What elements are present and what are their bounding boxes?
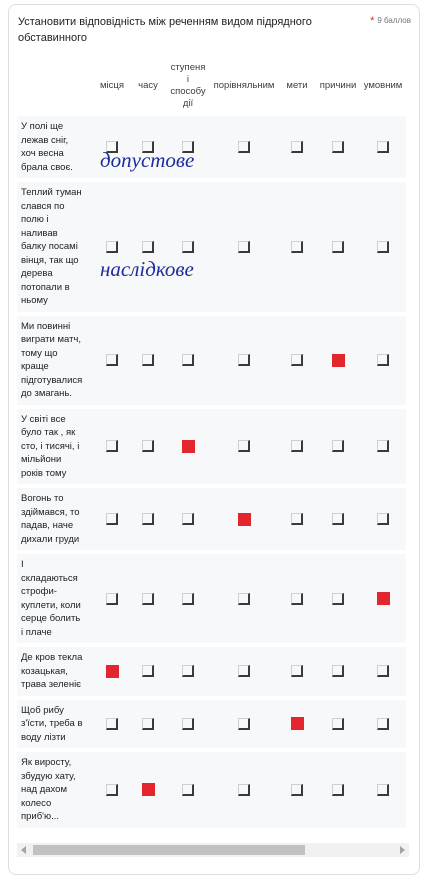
grid-checkbox[interactable] bbox=[377, 513, 389, 525]
grid-body bbox=[17, 116, 406, 828]
grid-checkbox[interactable] bbox=[377, 784, 389, 796]
grid-checkbox[interactable] bbox=[238, 513, 251, 526]
points-label bbox=[370, 15, 411, 27]
grid-checkbox[interactable] bbox=[377, 440, 389, 452]
grid-row bbox=[17, 316, 406, 405]
grid-checkbox[interactable] bbox=[291, 354, 303, 366]
grid-checkbox[interactable] bbox=[106, 593, 118, 605]
column-header-label: умовним bbox=[363, 80, 403, 91]
grid-checkbox[interactable] bbox=[142, 665, 154, 677]
grid-checkbox[interactable] bbox=[332, 665, 344, 677]
grid-checkbox[interactable] bbox=[238, 593, 250, 605]
question-title: Установити відповідність між реченням видом підрядного обставинного bbox=[18, 16, 312, 44]
grid-checkbox[interactable] bbox=[182, 665, 194, 677]
row-label: Ми повинні виграти матч, тому що краще підготувалися до змагань. bbox=[21, 320, 83, 399]
grid-row bbox=[17, 409, 406, 485]
grid-checkbox[interactable] bbox=[142, 440, 154, 452]
grid-checkbox[interactable] bbox=[377, 665, 389, 677]
grid-checkbox[interactable] bbox=[238, 440, 250, 452]
grid-checkbox[interactable] bbox=[106, 440, 118, 452]
row-label: У полі ще лежав сніг, хоч весна брала своє. bbox=[21, 121, 73, 173]
grid-checkbox[interactable] bbox=[238, 354, 250, 366]
grid-checkbox[interactable] bbox=[106, 241, 118, 253]
grid-checkbox[interactable] bbox=[238, 784, 250, 796]
grid-checkbox[interactable] bbox=[332, 440, 344, 452]
grid-row bbox=[17, 488, 406, 550]
grid-checkbox[interactable] bbox=[377, 592, 390, 605]
row-label: Де кров текла козацькая, трава зеленіє bbox=[21, 652, 83, 690]
grid-checkbox[interactable] bbox=[332, 513, 344, 525]
row-label: І складаються строфи- куплети, коли серце болить і плаче bbox=[21, 559, 81, 638]
grid-checkbox[interactable] bbox=[238, 718, 250, 730]
grid-checkbox[interactable] bbox=[377, 241, 389, 253]
grid-checkbox[interactable] bbox=[332, 141, 344, 153]
handwritten-note: наслідкове bbox=[100, 257, 194, 281]
grid-checkbox[interactable] bbox=[238, 241, 250, 253]
grid-checkbox[interactable] bbox=[106, 665, 119, 678]
required-mark: * bbox=[370, 15, 375, 27]
scrollbar-thumb[interactable] bbox=[33, 845, 305, 855]
grid-checkbox[interactable] bbox=[377, 141, 389, 153]
grid-checkbox[interactable] bbox=[142, 783, 155, 796]
grid-row bbox=[17, 116, 406, 178]
column-header-label: часу bbox=[138, 80, 158, 91]
grid-checkbox[interactable] bbox=[142, 241, 154, 253]
row-label: Вогонь то здіймався, то падав, наче дихали груди bbox=[21, 493, 80, 545]
grid-row bbox=[17, 647, 406, 696]
grid-checkbox[interactable] bbox=[142, 513, 154, 525]
grid-checkbox[interactable] bbox=[106, 784, 118, 796]
scroll-right-arrow-icon[interactable] bbox=[400, 846, 405, 854]
grid-checkbox[interactable] bbox=[332, 354, 345, 367]
grid-checkbox[interactable] bbox=[377, 718, 389, 730]
row-label: Теплий туман слався по полю і наливав балку посамі вінця, так що дерева потопали в ньому bbox=[21, 187, 82, 306]
grid-checkbox[interactable] bbox=[291, 665, 303, 677]
scroll-left-arrow-icon[interactable] bbox=[21, 846, 26, 854]
grid-header-row bbox=[17, 60, 406, 112]
checkbox-grid bbox=[17, 60, 406, 836]
row-label: Щоб рибу з'їсти, треба в воду лізти bbox=[21, 704, 83, 743]
grid-checkbox[interactable] bbox=[182, 593, 194, 605]
grid-row bbox=[17, 554, 406, 643]
column-header-label: мети bbox=[286, 80, 308, 91]
grid-checkbox[interactable] bbox=[182, 241, 194, 253]
grid-checkbox[interactable] bbox=[291, 784, 303, 796]
grid-checkbox[interactable] bbox=[182, 513, 194, 525]
grid-checkbox[interactable] bbox=[332, 593, 344, 605]
horizontal-scrollbar[interactable] bbox=[17, 843, 409, 857]
grid-checkbox[interactable] bbox=[182, 440, 195, 453]
points-value: 9 баллов bbox=[377, 16, 411, 25]
grid-checkbox[interactable] bbox=[291, 141, 303, 153]
grid-checkbox[interactable] bbox=[142, 718, 154, 730]
grid-checkbox[interactable] bbox=[332, 718, 344, 730]
grid-row bbox=[17, 182, 406, 312]
grid-checkbox[interactable] bbox=[182, 354, 194, 366]
grid-checkbox[interactable] bbox=[291, 717, 304, 730]
column-header-label: місця bbox=[100, 80, 124, 91]
grid-row bbox=[17, 752, 406, 828]
grid-checkbox[interactable] bbox=[182, 718, 194, 730]
row-label: У світі все було так , як сто, і тисячі, і мільйони років тому bbox=[21, 413, 80, 479]
grid-checkbox[interactable] bbox=[142, 593, 154, 605]
grid-checkbox[interactable] bbox=[291, 241, 303, 253]
grid-checkbox[interactable] bbox=[332, 784, 344, 796]
row-label: Як виросту, збудую хату, над дахом колесо приб'ю... bbox=[21, 757, 76, 822]
grid-checkbox[interactable] bbox=[291, 593, 303, 605]
column-header bbox=[348, 60, 406, 112]
grid-checkbox[interactable] bbox=[106, 513, 118, 525]
column-header-label: порівняльним bbox=[213, 80, 275, 91]
grid-checkbox[interactable] bbox=[291, 440, 303, 452]
grid-checkbox[interactable] bbox=[238, 665, 250, 677]
column-header-label: причини bbox=[319, 80, 357, 91]
grid-row bbox=[17, 700, 406, 749]
grid-checkbox[interactable] bbox=[106, 354, 118, 366]
grid-checkbox[interactable] bbox=[332, 241, 344, 253]
grid-checkbox[interactable] bbox=[142, 354, 154, 366]
grid-checkbox[interactable] bbox=[377, 354, 389, 366]
grid-checkbox[interactable] bbox=[182, 784, 194, 796]
column-header-label: ступеня і способу дії bbox=[170, 62, 206, 109]
grid-checkbox[interactable] bbox=[291, 513, 303, 525]
handwritten-note: допустове bbox=[100, 148, 195, 172]
grid-checkbox[interactable] bbox=[238, 141, 250, 153]
grid-checkbox[interactable] bbox=[106, 718, 118, 730]
